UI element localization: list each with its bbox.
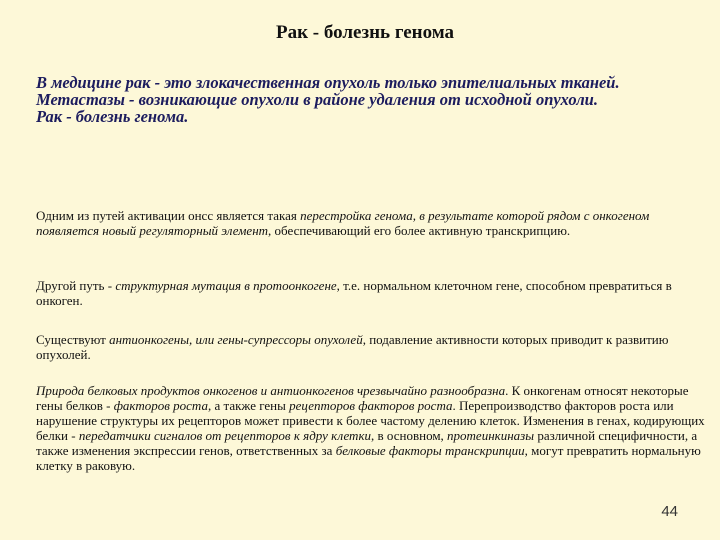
p4-text-l: , могут превратить нормальную клетку в раковую. <box>36 443 701 473</box>
paragraph-4 <box>36 383 714 473</box>
p4-text-a: Природа белковых продуктов онкогенов и антионкогенов чрезвычайно разнообразна <box>36 383 506 398</box>
lead-line-2: Метастазы - возникающие опухоли в районе удаления от исходной опухоли. <box>36 90 598 109</box>
p4-text-f: . Перепроизводство факторов роста или нарушение структуры их рецепторов может привести к более частому делению клеток. Изменения в генах, кодирующих белки - <box>36 398 705 443</box>
paragraph-2 <box>36 278 708 308</box>
p3-text-b: антионкогены, или гены-супрессоры опухолей <box>109 332 363 347</box>
lead-line-3: Рак - болезнь генома. <box>36 107 189 126</box>
p1-text-b: перестройка генома, в результате которой рядом с онкогеном появляется новый регуляторный элемент <box>36 208 650 238</box>
p1-text-c: , обеспечивающий его более активную транскрипцию. <box>268 223 571 238</box>
p3-text-a: Существуют <box>36 332 110 347</box>
p4-text-k: белковые факторы транскрипции <box>335 443 525 458</box>
p4-text-d: , а также гены <box>207 398 290 413</box>
p2-text-a: Другой путь - <box>36 278 116 293</box>
p4-text-j: различной специфичности, а также изменения экспрессии генов, ответственных за <box>36 428 698 458</box>
slide-title: Рак - болезнь генома <box>275 22 455 43</box>
p3-text-c: , подавление активности которых приводит к развитию опухолей. <box>36 332 669 362</box>
page-number: 44 <box>661 503 678 520</box>
p4-text-b: . К онкогенам относят некоторые гены белков - <box>36 383 689 413</box>
p4-text-h: , в основном, <box>371 428 448 443</box>
p4-text-c: факторов роста <box>113 398 208 413</box>
p4-text-e: рецепторов факторов роста <box>289 398 453 413</box>
lead-block <box>36 74 696 125</box>
paragraph-3 <box>36 332 708 362</box>
lead-line-1: В медицине рак - это злокачественная опухоль только эпителиальных тканей. <box>36 73 620 92</box>
p4-text-g: передатчики сигналов от рецепторов к ядру клетки <box>78 428 372 443</box>
p2-text-c: , т.е. нормальном клеточном гене, способном превратиться в онкоген. <box>36 278 672 308</box>
paragraph-1 <box>36 208 708 238</box>
p2-text-b: структурная мутация в протоонкогене <box>115 278 337 293</box>
p4-text-i: протеинкиназы <box>447 428 535 443</box>
p1-text-a: Одним из путей активации онсс является такая <box>36 208 301 223</box>
